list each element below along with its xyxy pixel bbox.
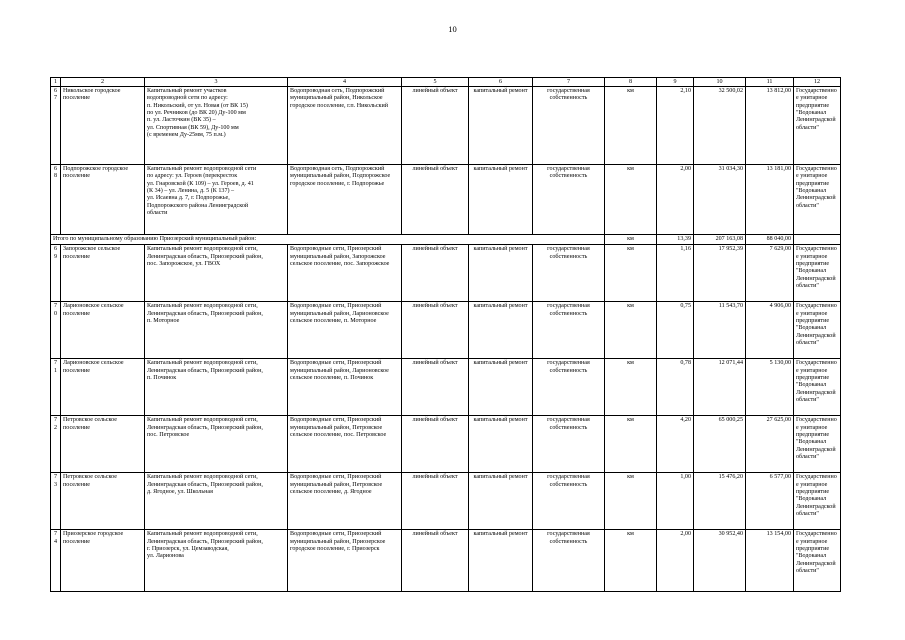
work-description-line: п. Починок — [147, 374, 177, 381]
unit-cell: км — [605, 245, 657, 302]
work-description-line: п. Моторное — [147, 317, 180, 324]
work-type-cell: капитальный ремонт — [469, 530, 533, 592]
cost-part-cell: 5 130,00 — [746, 359, 794, 416]
column-number: 1 — [51, 78, 61, 87]
table-row — [51, 359, 841, 416]
table-row — [51, 530, 841, 592]
ownership-cell: государственная собственность — [533, 473, 605, 530]
work-description-cell — [145, 473, 288, 530]
ownership-cell: государственная собственность — [533, 530, 605, 592]
column-number: 4 — [288, 78, 402, 87]
row-number: 70 — [51, 302, 61, 359]
unit-cell: км — [605, 530, 657, 592]
work-description-line: Капитальный ремонт водопроводной сети, — [147, 474, 258, 481]
work-description-line: д. Ягодное, ул. Школьная — [147, 488, 213, 495]
unit-cell: км — [605, 87, 657, 165]
work-description-line: области — [147, 209, 168, 216]
work-description-line: Капитальный ремонт водопроводной сети, — [147, 303, 258, 310]
ownership-cell: государственная собственность — [533, 359, 605, 416]
ownership-cell: государственная собственность — [533, 165, 605, 235]
cost-part-cell: 27 625,00 — [746, 416, 794, 473]
cost-total-cell: 30 952,40 — [694, 530, 746, 592]
object-type-cell: линейный объект — [402, 416, 469, 473]
column-number: 6 — [469, 78, 533, 87]
work-description-line: Капитальный ремонт водопроводной сети, — [147, 246, 258, 253]
work-description-line: по адресу: ул. Героев (перекресток — [147, 173, 238, 180]
owner-cell — [794, 235, 841, 245]
work-type-cell: капитальный ремонт — [469, 359, 533, 416]
row-number: 67 — [51, 87, 61, 165]
cost-total-cell: 31 034,30 — [694, 165, 746, 235]
repair-registry-table — [50, 77, 841, 592]
cost-total-cell: 32 500,02 — [694, 87, 746, 165]
work-description-line: (с временем Ду-25мм, 75 п.м.) — [147, 131, 226, 138]
work-description-line: Капитальный ремонт водопроводной сети, — [147, 360, 258, 367]
work-description-line: Капитальный ремонт водопроводной сети — [147, 166, 257, 172]
settlement-cell: Ларионовское сельское поселение — [61, 359, 145, 416]
work-description-line: по ул. Речников (до ВК 20) Ду-100 мм — [147, 109, 246, 116]
work-type-cell: капитальный ремонт — [469, 245, 533, 302]
table-row — [51, 87, 841, 165]
work-description-line: ул. Исаевна д. 7, г. Подпорожье, — [147, 195, 230, 202]
cost-total-cell: 207 163,08 — [694, 235, 746, 245]
page-number: 10 — [448, 24, 457, 34]
column-number: 12 — [794, 78, 841, 87]
unit-cell: км — [605, 359, 657, 416]
table-row — [51, 245, 841, 302]
column-number: 3 — [145, 78, 288, 87]
ownership-cell: государственная собственность — [533, 416, 605, 473]
cost-total-cell: 15 476,20 — [694, 473, 746, 530]
owner-cell: Государственное унитарное предприятие "Водоканал Ленинградской области" — [794, 165, 841, 235]
settlement-cell: Петровское сельское поселение — [61, 416, 145, 473]
work-description-line: пос. Петровское — [147, 431, 190, 438]
settlement-cell: Запорожское сельское поселение — [61, 245, 145, 302]
work-description-line: Подпорожского района Ленинградской — [147, 202, 249, 209]
cost-part-cell: 7 629,00 — [746, 245, 794, 302]
unit-cell: км — [605, 473, 657, 530]
unit-cell: км — [605, 235, 657, 245]
work-type-cell: капитальный ремонт — [469, 416, 533, 473]
settlement-cell: Подпорожское городское поселение — [61, 165, 145, 235]
table-row — [51, 473, 841, 530]
table-row — [51, 302, 841, 359]
work-description-line: Ленинградская область, Приозерский район, — [147, 253, 263, 260]
network-cell: Водопроводные сети, Приозерский муниципальный район, Петровское сельское поселение, пос. Петровское — [288, 416, 402, 473]
row-number: 69 — [51, 245, 61, 302]
settlement-cell: Никольское городское поселение — [61, 87, 145, 165]
row-number: 73 — [51, 473, 61, 530]
column-number: 8 — [605, 78, 657, 87]
length-cell: 1,00 — [657, 473, 694, 530]
work-description-line: Ленинградская область, Приозерский район, — [147, 424, 263, 431]
work-description-line: г. Приозерск, ул. Цемзаводская, — [147, 545, 229, 552]
column-number: 10 — [694, 78, 746, 87]
work-description-line: Ленинградская область, Приозерский район, — [147, 367, 263, 374]
cost-part-cell: 6 577,00 — [746, 473, 794, 530]
unit-cell: км — [605, 302, 657, 359]
cost-total-cell: 17 952,39 — [694, 245, 746, 302]
work-description-line: Капитальный ремонт водопроводной сети, — [147, 417, 258, 424]
column-number: 7 — [533, 78, 605, 87]
row-number: 72 — [51, 416, 61, 473]
row-number: 74 — [51, 530, 61, 592]
row-number: 68 — [51, 165, 61, 235]
table-row — [51, 416, 841, 473]
object-type-cell: линейный объект — [402, 473, 469, 530]
work-description-line: п. Никольский, от ул. Новая (от ВК 15) — [147, 102, 248, 109]
work-type-cell: капитальный ремонт — [469, 473, 533, 530]
table-row — [51, 165, 841, 235]
cost-total-cell: 11 543,70 — [694, 302, 746, 359]
cost-total-cell: 65 000,25 — [694, 416, 746, 473]
length-cell: 4,20 — [657, 416, 694, 473]
work-description-cell — [145, 245, 288, 302]
network-cell: Водопроводные сети, Приозерский муниципальный район, Запорожское сельское поселение, пос. Запорожское — [288, 245, 402, 302]
owner-cell: Государственное унитарное предприятие "Водоканал Ленинградской области" — [794, 473, 841, 530]
length-cell: 13,39 — [657, 235, 694, 245]
object-type-cell: линейный объект — [402, 87, 469, 165]
work-description-line: ул. Ларионова — [147, 553, 184, 560]
cost-part-cell: 13 181,00 — [746, 165, 794, 235]
length-cell: 0,75 — [657, 302, 694, 359]
work-description-cell — [145, 359, 288, 416]
registry-body — [51, 78, 841, 592]
length-cell: 1,16 — [657, 245, 694, 302]
work-description-line: водопроводной сети по адресу: — [147, 95, 228, 102]
owner-cell: Государственное унитарное предприятие "Водоканал Ленинградской области" — [794, 416, 841, 473]
ownership-cell: государственная собственность — [533, 245, 605, 302]
object-type-cell: линейный объект — [402, 245, 469, 302]
total-row — [51, 235, 841, 245]
network-cell: Водопроводные сети, Приозерский муниципальный район, Ларионовское сельское поселение, п. Моторное — [288, 302, 402, 359]
cost-part-cell: 4 906,00 — [746, 302, 794, 359]
total-label: Итого по муниципальному образованию Приозерский муниципальный район: — [51, 235, 605, 245]
work-description-line: (К 34) – ул. Ленина, д. 5 (К 137) – — [147, 187, 235, 194]
column-number-row — [51, 78, 841, 87]
work-description-line: Ленинградская область, Приозерский район, — [147, 481, 263, 488]
column-number: 9 — [657, 78, 694, 87]
network-cell: Водопроводные сети, Приозерский муниципальный район, Приозерское городское поселение, г. Приозерск — [288, 530, 402, 592]
settlement-cell: Петровское сельское поселение — [61, 473, 145, 530]
object-type-cell: линейный объект — [402, 165, 469, 235]
owner-cell: Государственное унитарное предприятие "Водоканал Ленинградской области" — [794, 302, 841, 359]
work-description-cell — [145, 302, 288, 359]
work-type-cell: капитальный ремонт — [469, 165, 533, 235]
length-cell: 2,00 — [657, 530, 694, 592]
work-description-line: Ленинградская область, Приозерский район, — [147, 538, 263, 545]
work-description-cell — [145, 530, 288, 592]
column-number: 11 — [746, 78, 794, 87]
network-cell: Водопроводные сети, Приозерский муниципальный район, Ларионовское сельское поселение, п. Починок — [288, 359, 402, 416]
column-number: 2 — [61, 78, 145, 87]
work-description-line: Капитальный ремонт участков — [147, 88, 227, 94]
cost-part-cell: 13 812,00 — [746, 87, 794, 165]
work-description-cell — [145, 87, 288, 165]
work-description-cell — [145, 165, 288, 235]
length-cell: 2,00 — [657, 165, 694, 235]
length-cell: 0,78 — [657, 359, 694, 416]
object-type-cell: линейный объект — [402, 530, 469, 592]
network-cell: Водопроводная сеть, Подпорожский муниципальный район, Никольское городское поселение, г.п. Никольский — [288, 87, 402, 165]
work-description-line: п. ул. Ласточкин (ВК 35) – — [147, 117, 216, 124]
ownership-cell: государственная собственность — [533, 87, 605, 165]
work-type-cell: капитальный ремонт — [469, 302, 533, 359]
network-cell: Водопроводные сети, Приозерский муниципальный район, Петровское сельское поселение, д. Ягодное — [288, 473, 402, 530]
unit-cell: км — [605, 165, 657, 235]
ownership-cell: государственная собственность — [533, 302, 605, 359]
network-cell: Водопроводная сеть, Подпорожский муниципальный район, Подпорожское городское поселение, г. Подпорожье — [288, 165, 402, 235]
settlement-cell: Приозерское городское поселение — [61, 530, 145, 592]
row-number: 71 — [51, 359, 61, 416]
cost-total-cell: 12 071,44 — [694, 359, 746, 416]
owner-cell: Государственное унитарное предприятие "Водоканал Ленинградской области" — [794, 530, 841, 592]
object-type-cell: линейный объект — [402, 359, 469, 416]
cost-part-cell: 13 154,00 — [746, 530, 794, 592]
column-number: 5 — [402, 78, 469, 87]
settlement-cell: Ларионовское сельское поселение — [61, 302, 145, 359]
length-cell: 2,10 — [657, 87, 694, 165]
work-description-line: ул. Спортивная (ВК 59), Ду-100 мм — [147, 124, 239, 131]
work-description-line: Капитальный ремонт водопроводной сети, — [147, 531, 258, 538]
work-description-cell — [145, 416, 288, 473]
owner-cell: Государственное унитарное предприятие "Водоканал Ленинградской области" — [794, 245, 841, 302]
work-type-cell: капитальный ремонт — [469, 87, 533, 165]
object-type-cell: линейный объект — [402, 302, 469, 359]
work-description-line: Ленинградская область, Приозерский район, — [147, 310, 263, 317]
work-description-line: пос. Запорожское, ул. ГВОХ — [147, 260, 221, 267]
owner-cell: Государственное унитарное предприятие "Водоканал Ленинградской области" — [794, 87, 841, 165]
owner-cell: Государственное унитарное предприятие "Водоканал Ленинградской области" — [794, 359, 841, 416]
cost-part-cell: 88 040,00 — [746, 235, 794, 245]
work-description-line: ул. Гнаровской (К 109) – ул. Героев, д. 41 — [147, 180, 254, 187]
unit-cell: км — [605, 416, 657, 473]
